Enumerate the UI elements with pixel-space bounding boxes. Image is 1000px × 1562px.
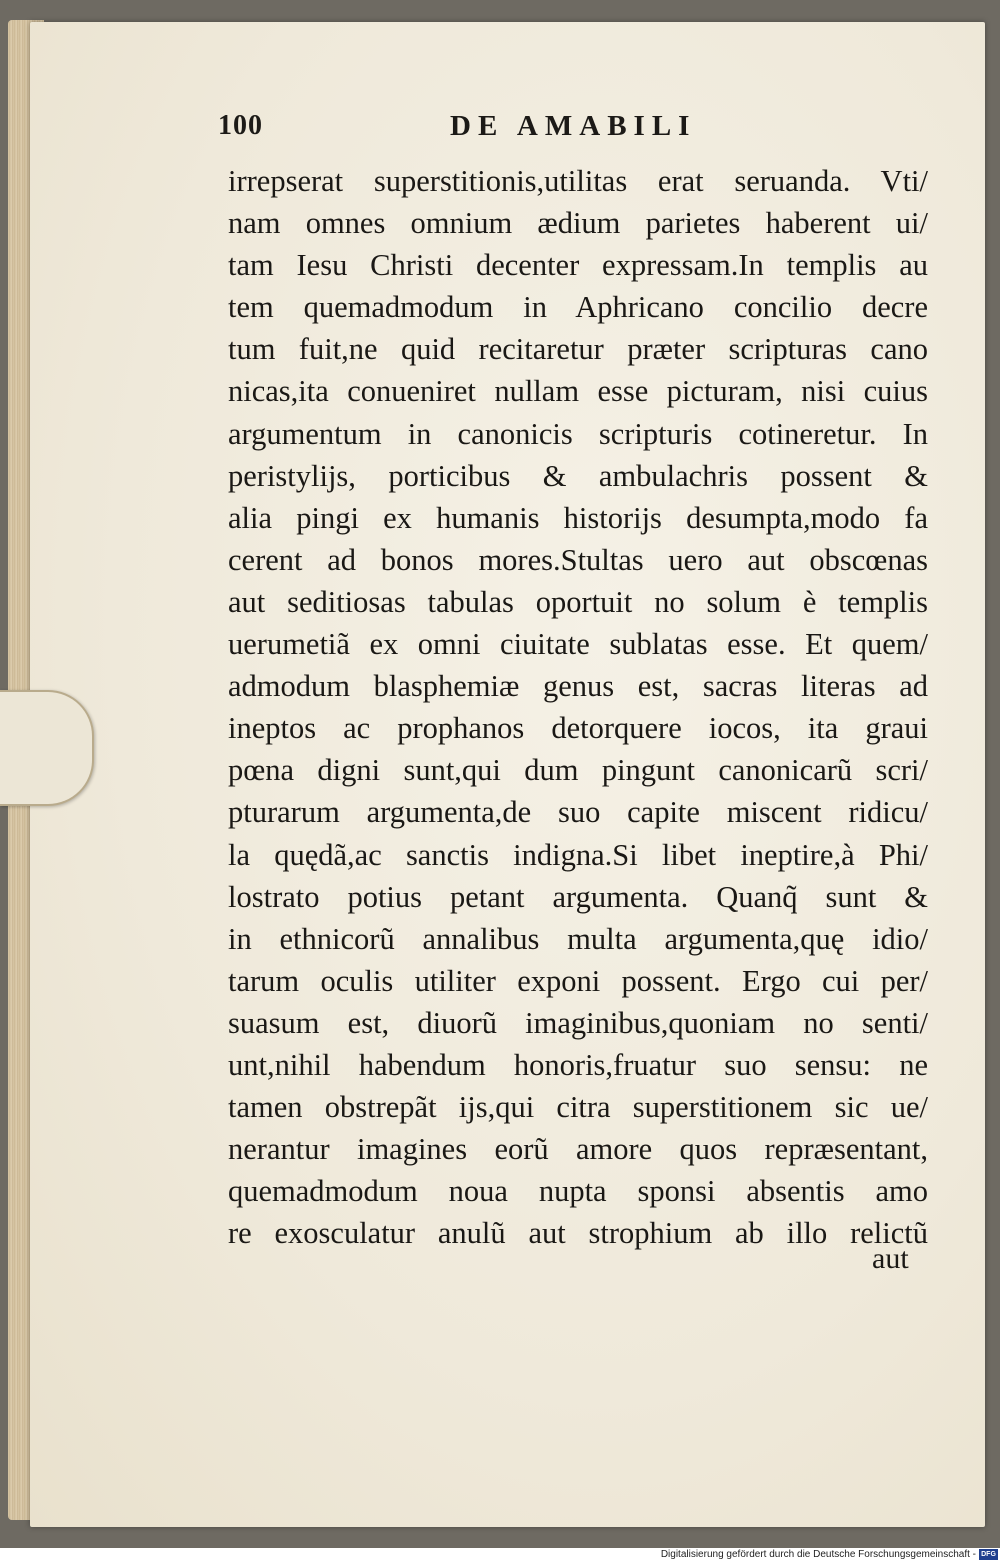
text-line: quemadmodum noua nupta sponsi absentis amo	[228, 1174, 928, 1209]
bookmark-clip	[0, 690, 94, 806]
catchword: aut	[872, 1242, 909, 1275]
text-line: unt,nihil habendum honoris,fruatur suo sensu: ne	[228, 1047, 928, 1082]
text-line: peristylijs, porticibus & ambulachris possent &	[228, 458, 928, 493]
text-line: nam omnes omnium ædium parietes haberent ui/	[228, 206, 928, 241]
text-line: pturarum argumenta,de suo capite miscent ridicu/	[228, 795, 928, 830]
text-line: uerumetiã ex omni ciuitate sublatas esse. Et quem/	[228, 627, 928, 662]
text-line: ineptos ac prophanos detorquere iocos, ita graui	[228, 711, 928, 746]
text-line: admodum blasphemiæ genus est, sacras literas ad	[228, 669, 928, 704]
text-line: tem quemadmodum in Aphricano concilio decre	[228, 290, 928, 325]
running-head	[218, 110, 918, 150]
text-line: suasum est, diuorũ imaginibus,quoniam no senti/	[228, 1005, 928, 1040]
page-number: 100	[218, 110, 263, 141]
text-line: tarum oculis utiliter exponi possent. Ergo cui per/	[228, 963, 928, 998]
text-line: aut seditiosas tabulas oportuit no solum è templis	[228, 584, 928, 619]
text-line: nerantur imagines eorũ amore quos repræsentant,	[228, 1132, 928, 1167]
text-line: in ethnicorũ annalibus multa argumenta,quę idio/	[228, 921, 928, 956]
text-line: pœna digni sunt,qui dum pingunt canonicarũ scri/	[228, 753, 928, 788]
footer-credit: Digitalisierung gefördert durch die Deutsche Forschungsgemeinschaft -	[660, 1549, 976, 1560]
text-line: tum fuit,ne quid recitaretur præter scripturas cano	[228, 332, 928, 367]
text-line: argumentum in canonicis scripturis cotineretur. In	[228, 416, 928, 451]
text-block	[228, 160, 928, 1254]
running-head-title: DE AMABILI	[450, 110, 697, 142]
text-line: re exosculatur anulũ aut strophium ab illo relictũ	[228, 1216, 928, 1251]
text-line: irrepserat superstitionis,utilitas erat seruanda. Vti/	[228, 164, 928, 198]
text-line: la quędã,ac sanctis indigna.Si libet ineptire,à Phi/	[228, 837, 928, 872]
text-line: cerent ad bonos mores.Stultas uero aut obscœnas	[228, 542, 928, 577]
footer-bar	[0, 1548, 1000, 1562]
text-line: lostrato potius petant argumenta. Quanq̃ sunt &	[228, 879, 928, 914]
text-line: alia pingi ex humanis historijs desumpta,modo fa	[228, 500, 928, 535]
dfg-logo-icon: DFG	[979, 1549, 998, 1560]
text-line: tamen obstrepãt ijs,qui citra superstitionem sic ue/	[228, 1090, 928, 1125]
text-line: tam Iesu Christi decenter expressam.In templis au	[228, 248, 928, 283]
text-line: nicas,ita conueniret nullam esse picturam, nisi cuius	[228, 374, 928, 409]
